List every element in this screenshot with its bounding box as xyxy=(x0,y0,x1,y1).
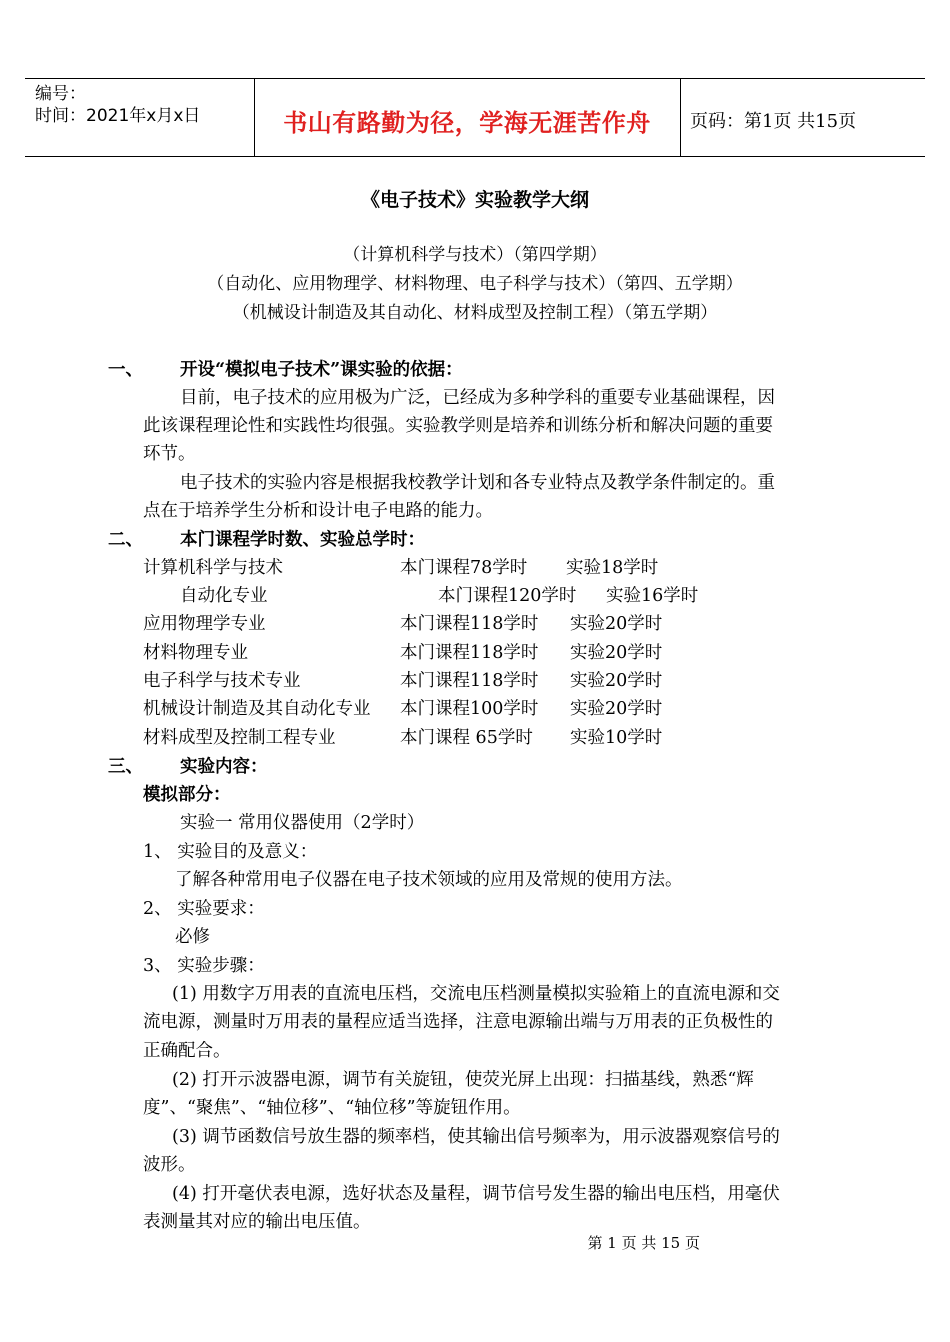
subtitle-2: （自动化、应用物理学、材料物理、电子科学与技术）（第四、五学期） xyxy=(207,274,743,294)
hours-lab: 实验16学时 xyxy=(606,586,699,606)
hours-major: 材料物理专业 xyxy=(143,643,248,663)
section-1-title: 开设“模拟电子技术”课实验的依据： xyxy=(180,360,463,380)
header-page-label: 页码：第1页 共15页 xyxy=(690,111,857,132)
item-heading: 2、 实验要求： xyxy=(143,899,265,919)
doc-number-label: 编号： xyxy=(35,84,86,104)
paragraph-line: 此该课程理论性和实践性均很强。实验教学则是培养和训练分析和解决问题的重要 xyxy=(143,416,773,436)
paragraph-line: 目前，电子技术的应用极为广泛，已经成为多种学科的重要专业基础课程，因 xyxy=(180,388,775,408)
hours-course: 本门课程 65学时 xyxy=(400,728,533,748)
item-text: 了解各种常用电子仪器在电子技术领域的应用及常规的使用方法。 xyxy=(175,870,683,890)
step-line: 表测量其对应的输出电压值。 xyxy=(143,1212,371,1232)
hours-lab: 实验18学时 xyxy=(566,558,659,578)
header-meta xyxy=(35,83,200,127)
step-line: (4) 打开毫伏表电源，选好状态及量程，调节信号发生器的输出电压档，用毫伏 xyxy=(172,1184,780,1204)
hours-major: 材料成型及控制工程专业 xyxy=(143,728,336,748)
experiment-title: 实验一 常用仪器使用（2学时） xyxy=(180,813,425,833)
doc-time-label: 时间：2021年x月x日 xyxy=(35,106,201,126)
header-table xyxy=(25,78,925,157)
hours-course: 本门课程118学时 xyxy=(400,614,539,634)
subtitle-1: （计算机科学与技术）（第四学期） xyxy=(343,245,607,265)
hours-major: 电子科学与技术专业 xyxy=(143,671,301,691)
hours-lab: 实验10学时 xyxy=(570,728,663,748)
header-divider xyxy=(680,79,681,156)
section-3-number: 三、 xyxy=(108,757,143,777)
step-line: (1) 用数字万用表的直流电压档，交流电压档测量模拟实验箱上的直流电源和交 xyxy=(172,984,780,1004)
part-heading: 模拟部分： xyxy=(143,785,231,805)
item-text: 必修 xyxy=(175,927,210,947)
section-1-number: 一、 xyxy=(108,360,143,380)
hours-major: 自动化专业 xyxy=(180,586,268,606)
page-title: 《电子技术》实验教学大纲 xyxy=(360,189,589,211)
hours-lab: 实验20学时 xyxy=(570,643,663,663)
hours-course: 本门课程100学时 xyxy=(400,699,539,719)
step-line: (3) 调节函数信号放生器的频率档，使其输出信号频率为，用示波器观察信号的 xyxy=(172,1127,780,1147)
subtitle-3: （机械设计制造及其自动化、材料成型及控制工程）（第五学期） xyxy=(232,303,718,323)
step-line: (2) 打开示波器电源，调节有关旋钮，使荧光屏上出现：扫描基线，熟悉“辉 xyxy=(172,1070,754,1090)
paragraph-line: 电子技术的实验内容是根据我校教学计划和各专业特点及教学条件制定的。重 xyxy=(180,473,775,493)
section-2-title: 本门课程学时数、实验总学时： xyxy=(180,530,425,550)
hours-major: 机械设计制造及其自动化专业 xyxy=(143,699,371,719)
step-line: 度”、“聚焦”、“轴位移”、“轴位移”等旋钮作用。 xyxy=(143,1098,521,1118)
hours-lab: 实验20学时 xyxy=(570,699,663,719)
header-motto: 书山有路勤为径，学海无涯苦作舟 xyxy=(283,108,651,137)
step-line: 流电源，测量时万用表的量程应适当选择，注意电源输出端与万用表的正负极性的 xyxy=(143,1012,773,1032)
hours-major: 计算机科学与技术 xyxy=(143,558,283,578)
item-heading: 3、 实验步骤： xyxy=(143,956,265,976)
item-heading: 1、 实验目的及意义： xyxy=(143,842,318,862)
hours-course: 本门课程78学时 xyxy=(400,558,528,578)
step-line: 波形。 xyxy=(143,1155,196,1175)
hours-course: 本门课程118学时 xyxy=(400,643,539,663)
section-2-number: 二、 xyxy=(108,530,143,550)
paragraph-line: 环节。 xyxy=(143,444,196,464)
paragraph-line: 点在于培养学生分析和设计电子电路的能力。 xyxy=(143,501,493,521)
hours-lab: 实验20学时 xyxy=(570,671,663,691)
hours-major: 应用物理学专业 xyxy=(143,614,266,634)
hours-lab: 实验20学时 xyxy=(570,614,663,634)
section-3-title: 实验内容： xyxy=(180,757,268,777)
hours-course: 本门课程118学时 xyxy=(400,671,539,691)
hours-course: 本门课程120学时 xyxy=(438,586,577,606)
step-line: 正确配合。 xyxy=(143,1041,231,1061)
page-footer: 第 1 页 共 15 页 xyxy=(587,1234,700,1252)
